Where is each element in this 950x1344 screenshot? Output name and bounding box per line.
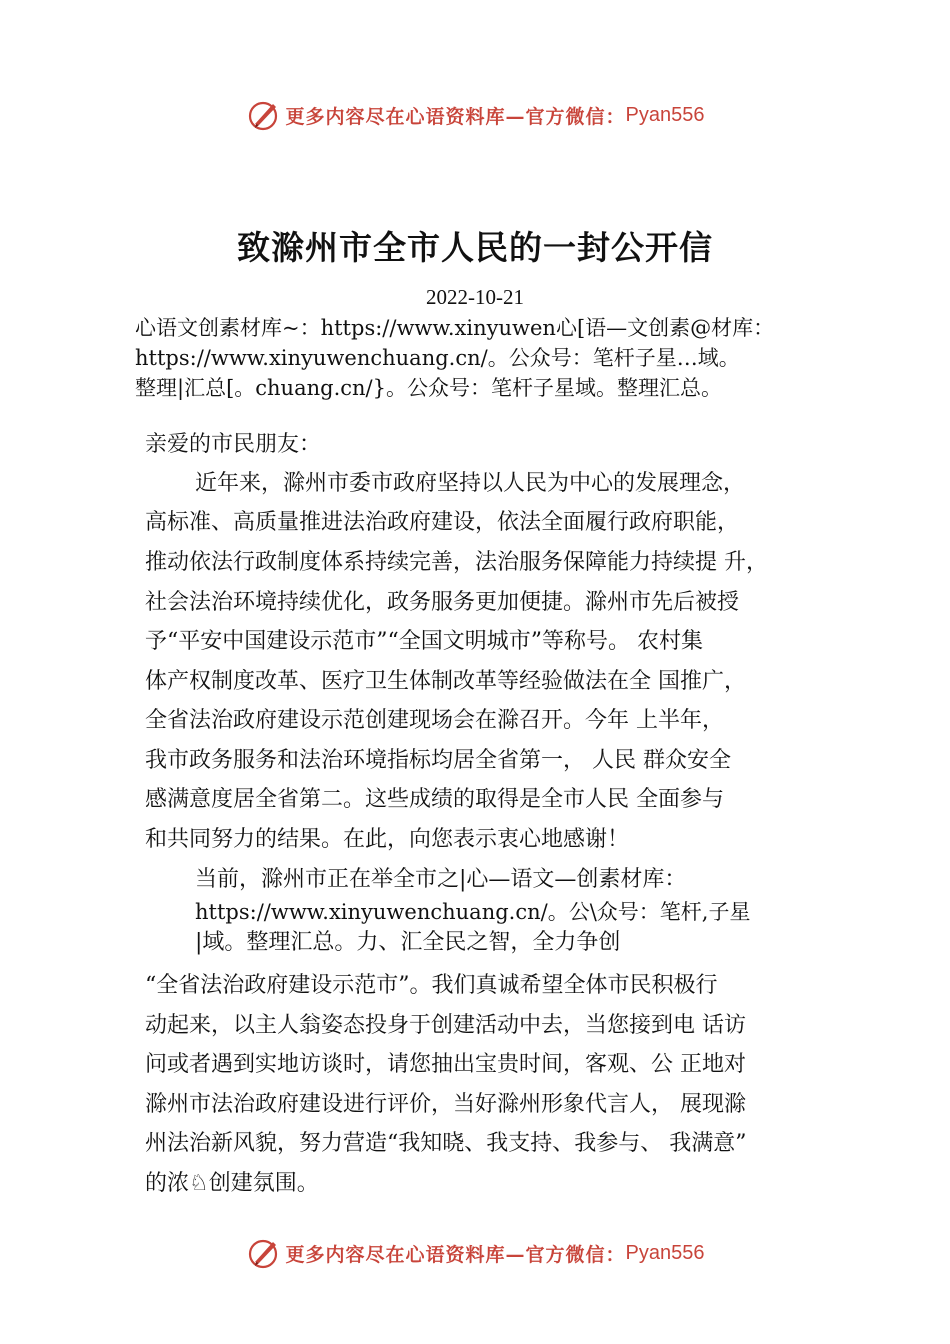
banner-handle: Pyan556 [625, 1241, 705, 1264]
quill-logo-icon [246, 97, 282, 133]
banner-handle: Pyan556 [625, 103, 705, 126]
paragraph-line: 近年来，滁州市委市政府坚持以人民为中心的发展理念， [195, 471, 746, 496]
footer-banner [0, 1233, 950, 1273]
paragraph-line: 高标准、高质量推进法治政府建设，依法全面履行政府职能， [145, 510, 740, 535]
paragraph-line: 当前，滁州市正在举全市之|心—语文—创素材库： [195, 867, 687, 892]
paragraph-line: 州法治新风貌，努力营造“我知晓、我支持、我参与、 我满意” [145, 1131, 747, 1156]
source-note-line: 整理|汇总[。chuang.cn/}。公众号：笔杆子星域。整理汇总。 [135, 376, 722, 400]
quill-logo-icon [246, 1235, 282, 1271]
paragraph-line: 动起来，以主人翁姿态投身于创建活动中去，当您接到电 话访 [145, 1013, 746, 1038]
paragraph-line: 感满意度居全省第二。这些成绩的取得是全市人民 全面参与 [145, 787, 724, 812]
banner-text: 更多内容尽在心语资料库—官方微信： [285, 1243, 626, 1266]
paragraph-line: https://www.xinyuwenchuang.cn/。公\众号：笔杆,子星 [195, 900, 751, 924]
document-date: 2022-10-21 [426, 285, 524, 309]
header-banner [0, 95, 950, 135]
paragraph-line: 体产权制度改革、医疗卫生体制改革等经验做法在全 国推广， [145, 669, 746, 694]
paragraph-line: 予“平安中国建设示范市”“全国文明城市”等称号。 农村集 [145, 629, 703, 654]
paragraph-line: 社会法治环境持续优化，政务服务更加便捷。滁州市先后被授 [145, 590, 740, 615]
paragraph-line: |域。整理汇总。力、汇全民之智，全力争创 [195, 930, 621, 955]
paragraph-line: 问或者遇到实地访谈时，请您抽出宝贵时间，客观、公 正地对 [145, 1052, 746, 1077]
paragraph-line: 全省法治政府建设示范创建现场会在滁召开。今年 上半年， [145, 708, 724, 733]
document-title: 致滁州市全市人民的一封公开信 [237, 228, 713, 267]
paragraph-line: 我市政务服务和法治环境指标均居全省第一， 人民 群众安全 [145, 748, 731, 773]
paragraph-line: 和共同努力的结果。在此，向您表示衷心地感谢！ [145, 827, 630, 852]
banner-text: 更多内容尽在心语资料库—官方微信： [285, 105, 626, 128]
paragraph-line: 的浓♘创建氛围。 [145, 1171, 319, 1196]
paragraph-line: “全省法治政府建设示范市”。我们真诚希望全体市民积极行 [145, 973, 718, 998]
salutation: 亲爱的市民朋友： [145, 432, 322, 457]
source-note-line: https://www.xinyuwenchuang.cn/。公众号：笔杆子星…域。 [135, 346, 740, 370]
source-note-line: 心语文创素材库~：https://www.xinyuwen心[语—文创素@材库： [135, 316, 775, 340]
paragraph-line: 推动依法行政制度体系持续完善，法治服务保障能力持续提 升， [145, 550, 768, 575]
paragraph-line: 滁州市法治政府建设进行评价，当好滁州形象代言人， 展现滁 [145, 1092, 746, 1117]
